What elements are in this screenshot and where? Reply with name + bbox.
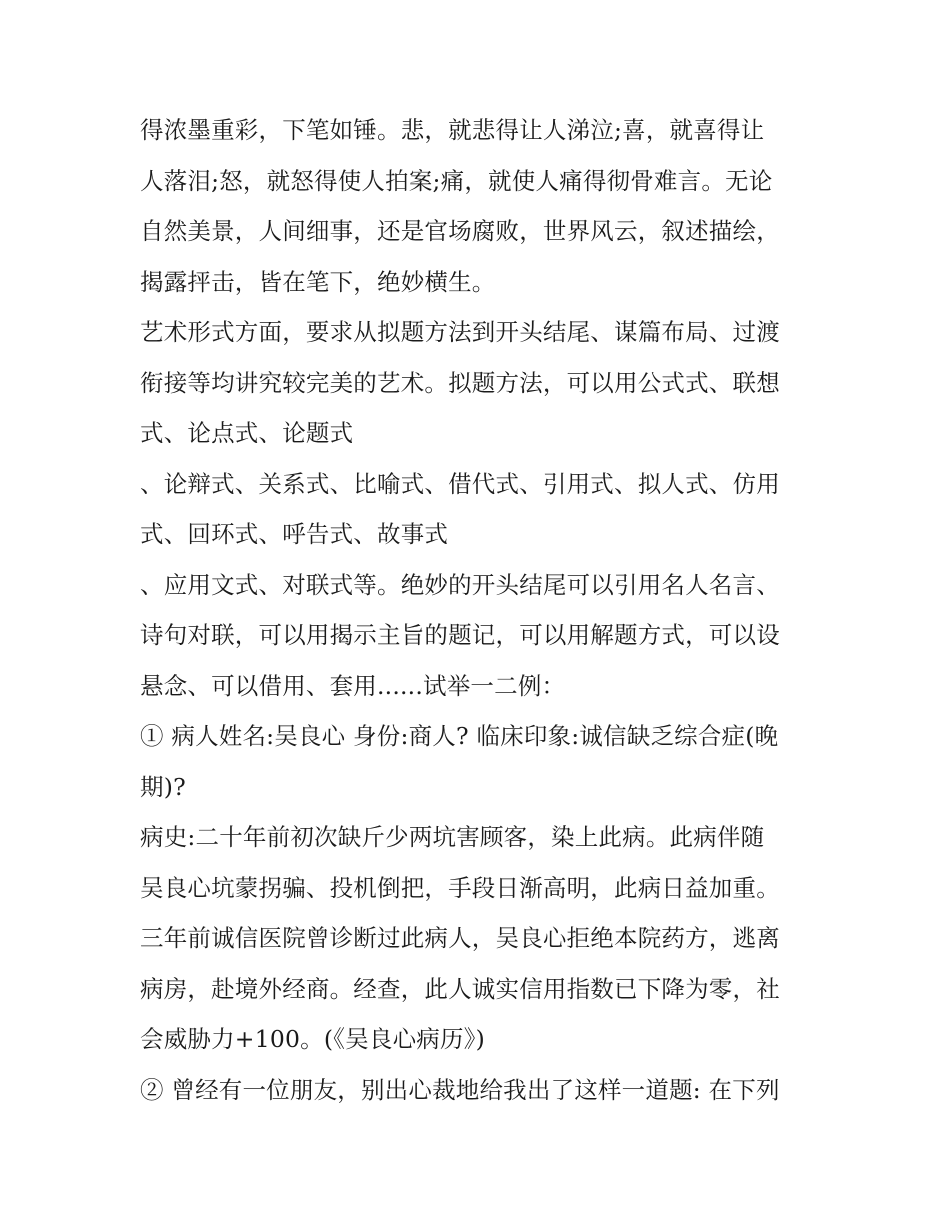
text-line: 揭露抨击，皆在笔下，绝妙横生。 bbox=[140, 267, 496, 296]
text-line: 病史:二十年前初次缺斤少两坑害顾客，染上此病。此病伴随 bbox=[140, 823, 765, 851]
text-line: 自然美景，人间细事，还是官场腐败，世界风云，叙述描绘， bbox=[140, 217, 780, 245]
text-line: 式、论点式、论题式 bbox=[140, 419, 354, 447]
body-text bbox=[140, 105, 820, 1115]
text-line: 、论辩式、关系式、比喻式、借代式、引用式、拟人式、仿用 bbox=[140, 469, 780, 498]
text-line: 人落泪;怒，就怒得使人拍案;痛，就使人痛得彻骨难言。无论 bbox=[140, 166, 773, 195]
text-line: 吴良心坑蒙拐骗、投机倒把，手段日渐高明，此病日益加重。 bbox=[140, 873, 780, 902]
text-line: 衔接等均讲究较完美的艺术。拟题方法，可以用公式式、联想 bbox=[140, 368, 780, 397]
text-line: 期)? bbox=[140, 772, 186, 801]
text-line: 、应用文式、对联式等。绝妙的开头结尾可以引用名人名言、 bbox=[140, 570, 780, 599]
text-line: ② 曾经有一位朋友，别出心裁地给我出了这样一道题: 在下列 bbox=[140, 1075, 780, 1104]
text-line: 会威胁力+100。(《吴良心病历》) bbox=[140, 1025, 485, 1053]
text-line: ① 病人姓名:吴良心 身份:商人? 临床印象:诚信缺乏综合症(晚 bbox=[140, 722, 779, 750]
text-line: 式、回环式、呼告式、故事式 bbox=[140, 520, 449, 548]
text-line: 艺术形式方面，要求从拟题方法到开头结尾、谋篇布局、过渡 bbox=[140, 318, 780, 346]
text-line: 悬念、可以借用、套用......试举一二例： bbox=[140, 671, 566, 700]
text-line: 得浓墨重彩，下笔如锤。悲，就悲得让人涕泣;喜，就喜得让 bbox=[140, 116, 765, 144]
text-line: 诗句对联，可以用揭示主旨的题记，可以用解题方式，可以设 bbox=[140, 621, 780, 649]
text-line: 病房，赴境外经商。经查，此人诚实信用指数已下降为零，社 bbox=[140, 974, 780, 1003]
text-line: 三年前诚信医院曾诊断过此病人，吴良心拒绝本院药方，逃离 bbox=[140, 924, 780, 952]
